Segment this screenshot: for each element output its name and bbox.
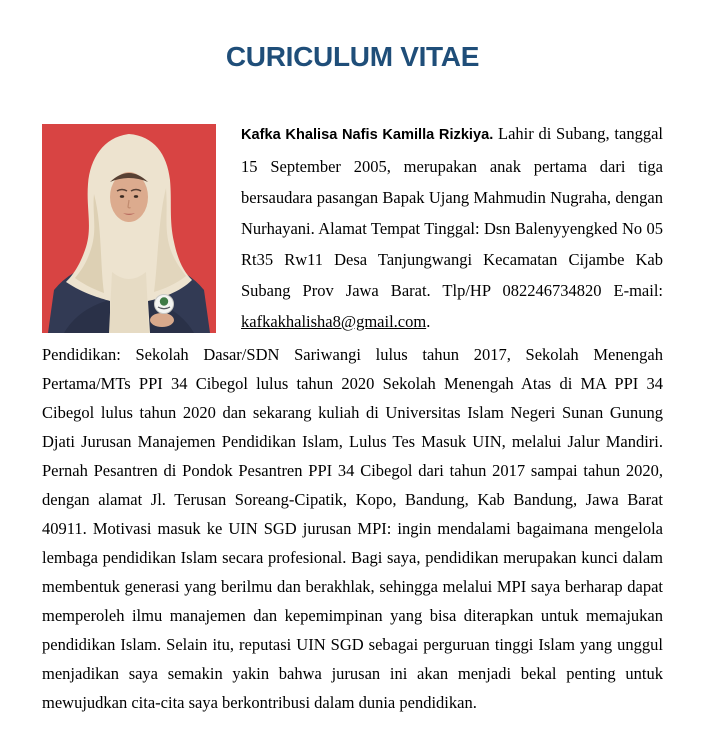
person-name: Kafka Khalisa Nafis Kamilla Rizkiya. xyxy=(241,127,494,143)
profile-photo-illustration xyxy=(42,124,216,333)
document-body xyxy=(42,118,663,717)
page-title: CURICULUM VITAE xyxy=(225,41,480,72)
email-link[interactable]: kafkakhalisha8@gmail.com xyxy=(241,312,427,331)
bio-intro-text: Lahir di Subang, tanggal 15 September 2005, merupakan anak pertama dari tiga bersaudara pasangan Bapak Ujang Mahmudin Nugraha, dengan Nurhayani. Alamat Tempat Tinggal: Dsn Balenyyengked No 05 Rt35 Rw11 Desa Tanjungwangi Kecamatan Cijambe Kab Subang Prov Jawa Barat. Tlp/HP 082246734820 E-mail: xyxy=(241,124,663,300)
education-paragraph: Pendidikan: Sekolah Dasar/SDN Sariwangi lulus tahun 2017, Sekolah Menengah Pertama/MTs PPI 34 Cibegol lulus tahun 2020 Sekolah Menengah Atas di MA PPI 34 Cibegol lulus tahun 2020 dan sekarang kuliah di Universitas Islam Negeri Sunan Gunung Djati Jurusan Manajemen Pendidikan Islam, Lulus Tes Masuk UIN, melalui Jalur Mandiri. Pernah Pesantren di Pondok Pesantren PPI 34 Cibegol dari tahun 2017 sampai tahun 2020, dengan alamat Jl. Terusan Soreang-Cipatik, Kopo, Bandung, Kab Bandung, Jawa Barat 40911. Motivasi masuk ke UIN SGD jurusan MPI: ingin mendalami bagaimana mengelola lembaga pendidikan Islam secara profesional. Bagi saya, pendidikan merupakan kunci dalam membentuk generasi yang berilmu dan berakhlak, sehingga melalui MPI saya berharap dapat memperoleh ilmu manajemen dan kepemimpinan yang bisa diterapkan untuk memajukan pendidikan Islam. Selain itu, reputasi UIN SGD sebagai perguruan tinggi Islam yang unggul menjadikan saya semakin yakin bahwa jurusan ini akan menjadi bekal penting untuk mewujudkan cita-cita saya berkontribusi dalam dunia pendidikan. xyxy=(42,345,663,712)
profile-photo xyxy=(42,124,216,333)
bio-end-period: . xyxy=(426,312,431,331)
